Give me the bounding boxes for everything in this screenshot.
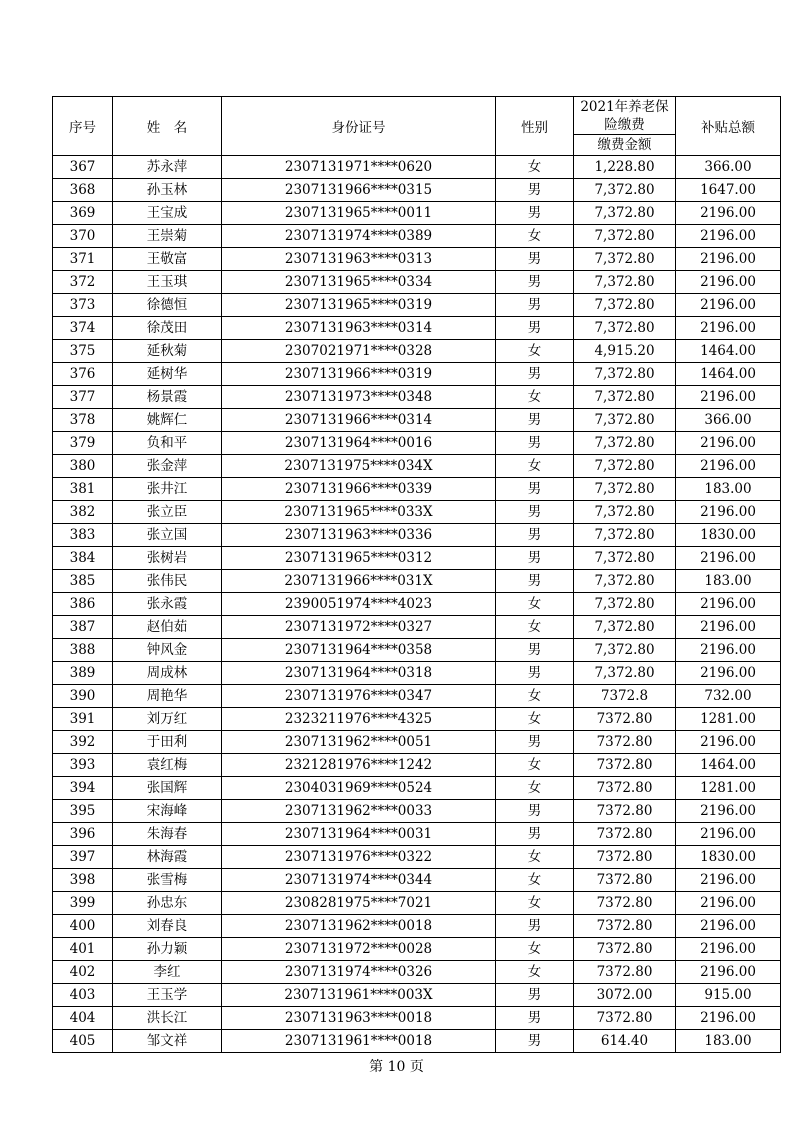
name-cell: 延秋菊: [113, 340, 222, 363]
id-number-cell: 2307131972****0028: [222, 938, 496, 961]
seq-cell: 405: [53, 1030, 113, 1053]
gender-cell: 女: [496, 754, 574, 777]
gender-cell: 男: [496, 202, 574, 225]
table-row: [53, 248, 781, 271]
id-number-cell: 2307131961****0018: [222, 1030, 496, 1053]
seq-cell: 375: [53, 340, 113, 363]
subsidy-cell: 1464.00: [676, 340, 781, 363]
name-cell: 刘春良: [113, 915, 222, 938]
gender-cell: 男: [496, 179, 574, 202]
table-row: [53, 294, 781, 317]
table-row: [53, 892, 781, 915]
table-row: [53, 823, 781, 846]
payment-cell: 7372.8: [574, 685, 676, 708]
table-row: [53, 524, 781, 547]
table-header: [53, 97, 781, 156]
subsidy-cell: 2196.00: [676, 386, 781, 409]
gender-cell: 男: [496, 432, 574, 455]
subsidy-cell: 915.00: [676, 984, 781, 1007]
gender-cell: 男: [496, 501, 574, 524]
gender-cell: 女: [496, 869, 574, 892]
table-row: [53, 593, 781, 616]
subsidy-cell: 2196.00: [676, 317, 781, 340]
gender-cell: 女: [496, 616, 574, 639]
id-number-cell: 2307131965****0334: [222, 271, 496, 294]
gender-cell: 男: [496, 271, 574, 294]
id-number-cell: 2307131961****003X: [222, 984, 496, 1007]
subsidy-cell: 2196.00: [676, 248, 781, 271]
id-number-cell: 2307131962****0018: [222, 915, 496, 938]
table-row: [53, 478, 781, 501]
table-row: [53, 639, 781, 662]
seq-cell: 384: [53, 547, 113, 570]
subsidy-cell: 2196.00: [676, 271, 781, 294]
seq-cell: 374: [53, 317, 113, 340]
seq-cell: 393: [53, 754, 113, 777]
id-number-cell: 2307131964****0031: [222, 823, 496, 846]
header-gender: 性别: [496, 97, 574, 156]
name-cell: 杨景霞: [113, 386, 222, 409]
seq-cell: 396: [53, 823, 113, 846]
seq-cell: 377: [53, 386, 113, 409]
gender-cell: 女: [496, 340, 574, 363]
id-number-cell: 2307131962****0051: [222, 731, 496, 754]
name-cell: 延树华: [113, 363, 222, 386]
table-row: [53, 754, 781, 777]
subsidy-cell: 1830.00: [676, 846, 781, 869]
payment-cell: 7372.80: [574, 892, 676, 915]
seq-cell: 383: [53, 524, 113, 547]
seq-cell: 400: [53, 915, 113, 938]
id-number-cell: 2390051974****4023: [222, 593, 496, 616]
subsidy-cell: 1464.00: [676, 363, 781, 386]
payment-cell: 7,372.80: [574, 547, 676, 570]
gender-cell: 女: [496, 225, 574, 248]
table-row: [53, 317, 781, 340]
seq-cell: 403: [53, 984, 113, 1007]
subsidy-cell: 2196.00: [676, 225, 781, 248]
id-number-cell: 2304031969****0524: [222, 777, 496, 800]
table-row: [53, 202, 781, 225]
payment-cell: 7,372.80: [574, 248, 676, 271]
payment-cell: 4,915.20: [574, 340, 676, 363]
name-cell: 王敬富: [113, 248, 222, 271]
payment-cell: 7,372.80: [574, 524, 676, 547]
seq-cell: 371: [53, 248, 113, 271]
name-cell: 张国辉: [113, 777, 222, 800]
header-name: 姓 名: [113, 97, 222, 156]
subsidy-cell: 183.00: [676, 478, 781, 501]
name-cell: 张雪梅: [113, 869, 222, 892]
name-cell: 钟风金: [113, 639, 222, 662]
name-cell: 洪长江: [113, 1007, 222, 1030]
seq-cell: 376: [53, 363, 113, 386]
seq-cell: 388: [53, 639, 113, 662]
table-row: [53, 800, 781, 823]
name-cell: 孙玉林: [113, 179, 222, 202]
id-number-cell: 2307131964****0016: [222, 432, 496, 455]
table-row: [53, 271, 781, 294]
id-number-cell: 2307131974****0389: [222, 225, 496, 248]
payment-cell: 7372.80: [574, 846, 676, 869]
seq-cell: 373: [53, 294, 113, 317]
header-seq: 序号: [53, 97, 113, 156]
name-cell: 李红: [113, 961, 222, 984]
name-cell: 刘万红: [113, 708, 222, 731]
payment-cell: 7372.80: [574, 800, 676, 823]
subsidy-cell: 2196.00: [676, 800, 781, 823]
id-number-cell: 2307131965****0312: [222, 547, 496, 570]
seq-cell: 401: [53, 938, 113, 961]
payment-cell: 7372.80: [574, 1007, 676, 1030]
table-row: [53, 984, 781, 1007]
name-cell: 于田利: [113, 731, 222, 754]
gender-cell: 男: [496, 823, 574, 846]
payment-cell: 7372.80: [574, 731, 676, 754]
subsidy-cell: 2196.00: [676, 823, 781, 846]
id-number-cell: 2307131974****0326: [222, 961, 496, 984]
payment-cell: 7372.80: [574, 915, 676, 938]
payment-cell: 7372.80: [574, 869, 676, 892]
payment-cell: 7,372.80: [574, 455, 676, 478]
id-number-cell: 2323211976****4325: [222, 708, 496, 731]
table-body: [53, 156, 781, 1053]
gender-cell: 女: [496, 455, 574, 478]
subsidy-cell: 1281.00: [676, 777, 781, 800]
payment-cell: 7,372.80: [574, 363, 676, 386]
payment-cell: 7,372.80: [574, 179, 676, 202]
gender-cell: 男: [496, 915, 574, 938]
gender-cell: 男: [496, 1007, 574, 1030]
payment-cell: 7,372.80: [574, 478, 676, 501]
subsidy-cell: 2196.00: [676, 731, 781, 754]
id-number-cell: 2307131966****0319: [222, 363, 496, 386]
payment-cell: 3072.00: [574, 984, 676, 1007]
id-number-cell: 2307131966****0314: [222, 409, 496, 432]
gender-cell: 男: [496, 363, 574, 386]
table-row: [53, 685, 781, 708]
id-number-cell: 2307131964****0358: [222, 639, 496, 662]
payment-cell: 7,372.80: [574, 616, 676, 639]
table-row: [53, 156, 781, 179]
subsidy-cell: 732.00: [676, 685, 781, 708]
id-number-cell: 2307131963****0313: [222, 248, 496, 271]
gender-cell: 女: [496, 593, 574, 616]
payment-cell: 7372.80: [574, 938, 676, 961]
payment-cell: 614.40: [574, 1030, 676, 1053]
subsidy-cell: 2196.00: [676, 892, 781, 915]
payment-cell: 7,372.80: [574, 593, 676, 616]
table-row: [53, 961, 781, 984]
header-subsidy-total: 补贴总额: [676, 97, 781, 156]
seq-cell: 397: [53, 846, 113, 869]
subsidy-cell: 183.00: [676, 570, 781, 593]
subsidy-cell: 2196.00: [676, 501, 781, 524]
subsidy-cell: 2196.00: [676, 294, 781, 317]
name-cell: 邹文祥: [113, 1030, 222, 1053]
gender-cell: 男: [496, 248, 574, 271]
seq-cell: 379: [53, 432, 113, 455]
subsidy-cell: 2196.00: [676, 616, 781, 639]
name-cell: 林海霞: [113, 846, 222, 869]
table-row: [53, 662, 781, 685]
seq-cell: 395: [53, 800, 113, 823]
table-row: [53, 225, 781, 248]
id-number-cell: 2307131966****031X: [222, 570, 496, 593]
payment-cell: 7,372.80: [574, 386, 676, 409]
id-number-cell: 2307131971****0620: [222, 156, 496, 179]
seq-cell: 399: [53, 892, 113, 915]
seq-cell: 381: [53, 478, 113, 501]
seq-cell: 369: [53, 202, 113, 225]
gender-cell: 女: [496, 938, 574, 961]
gender-cell: 男: [496, 1030, 574, 1053]
subsidy-cell: 1464.00: [676, 754, 781, 777]
seq-cell: 387: [53, 616, 113, 639]
id-number-cell: 2307131976****0322: [222, 846, 496, 869]
table-row: [53, 432, 781, 455]
id-number-cell: 2321281976****1242: [222, 754, 496, 777]
subsidy-table: [52, 96, 781, 1053]
gender-cell: 男: [496, 317, 574, 340]
name-cell: 张立臣: [113, 501, 222, 524]
payment-cell: 7,372.80: [574, 271, 676, 294]
id-number-cell: 2307131966****0315: [222, 179, 496, 202]
subsidy-cell: 2196.00: [676, 662, 781, 685]
subsidy-cell: 366.00: [676, 409, 781, 432]
seq-cell: 391: [53, 708, 113, 731]
gender-cell: 男: [496, 984, 574, 1007]
seq-cell: 398: [53, 869, 113, 892]
seq-cell: 380: [53, 455, 113, 478]
id-number-cell: 2307021971****0328: [222, 340, 496, 363]
header-id-number: 身份证号: [222, 97, 496, 156]
id-number-cell: 2307131972****0327: [222, 616, 496, 639]
seq-cell: 385: [53, 570, 113, 593]
page-number: 第 10 页: [369, 1059, 424, 1075]
subsidy-cell: 2196.00: [676, 547, 781, 570]
payment-cell: 7372.80: [574, 754, 676, 777]
table-row: [53, 915, 781, 938]
payment-cell: 7,372.80: [574, 225, 676, 248]
name-cell: 王崇菊: [113, 225, 222, 248]
payment-cell: 1,228.80: [574, 156, 676, 179]
payment-cell: 7,372.80: [574, 294, 676, 317]
header-payment-amount: 缴费金额: [574, 135, 676, 156]
id-number-cell: 2307131963****0018: [222, 1007, 496, 1030]
name-cell: 孙忠东: [113, 892, 222, 915]
name-cell: 苏永萍: [113, 156, 222, 179]
payment-cell: 7,372.80: [574, 432, 676, 455]
subsidy-cell: 2196.00: [676, 202, 781, 225]
id-number-cell: 2307131974****0344: [222, 869, 496, 892]
gender-cell: 男: [496, 800, 574, 823]
gender-cell: 男: [496, 731, 574, 754]
table-row: [53, 708, 781, 731]
name-cell: 袁红梅: [113, 754, 222, 777]
seq-cell: 389: [53, 662, 113, 685]
gender-cell: 男: [496, 524, 574, 547]
id-number-cell: 2307131965****0319: [222, 294, 496, 317]
gender-cell: 男: [496, 409, 574, 432]
table-row: [53, 616, 781, 639]
subsidy-cell: 1830.00: [676, 524, 781, 547]
id-number-cell: 2307131975****034X: [222, 455, 496, 478]
gender-cell: 女: [496, 708, 574, 731]
gender-cell: 女: [496, 846, 574, 869]
payment-cell: 7,372.80: [574, 662, 676, 685]
gender-cell: 女: [496, 892, 574, 915]
table-row: [53, 340, 781, 363]
name-cell: 徐茂田: [113, 317, 222, 340]
table-row: [53, 938, 781, 961]
table-row: [53, 1030, 781, 1053]
subsidy-cell: 2196.00: [676, 938, 781, 961]
id-number-cell: 2307131965****033X: [222, 501, 496, 524]
gender-cell: 女: [496, 386, 574, 409]
name-cell: 周成林: [113, 662, 222, 685]
name-cell: 周艳华: [113, 685, 222, 708]
id-number-cell: 2307131973****0348: [222, 386, 496, 409]
payment-cell: 7372.80: [574, 823, 676, 846]
payment-cell: 7,372.80: [574, 570, 676, 593]
gender-cell: 男: [496, 478, 574, 501]
id-number-cell: 2307131976****0347: [222, 685, 496, 708]
subsidy-cell: 2196.00: [676, 593, 781, 616]
payment-cell: 7,372.80: [574, 202, 676, 225]
payment-cell: 7,372.80: [574, 409, 676, 432]
name-cell: 张井江: [113, 478, 222, 501]
payment-cell: 7372.80: [574, 708, 676, 731]
gender-cell: 男: [496, 294, 574, 317]
header-payment-group: 2021年养老保险缴费: [574, 97, 676, 135]
seq-cell: 386: [53, 593, 113, 616]
payment-cell: 7372.80: [574, 777, 676, 800]
name-cell: 王宝成: [113, 202, 222, 225]
subsidy-cell: 2196.00: [676, 432, 781, 455]
seq-cell: 382: [53, 501, 113, 524]
subsidy-cell: 2196.00: [676, 961, 781, 984]
gender-cell: 女: [496, 777, 574, 800]
gender-cell: 男: [496, 662, 574, 685]
id-number-cell: 2307131963****0336: [222, 524, 496, 547]
table-row: [53, 501, 781, 524]
subsidy-cell: 1281.00: [676, 708, 781, 731]
payment-cell: 7,372.80: [574, 501, 676, 524]
table-row: [53, 570, 781, 593]
seq-cell: 372: [53, 271, 113, 294]
seq-cell: 404: [53, 1007, 113, 1030]
subsidy-cell: 183.00: [676, 1030, 781, 1053]
seq-cell: 402: [53, 961, 113, 984]
subsidy-cell: 2196.00: [676, 869, 781, 892]
id-number-cell: 2307131962****0033: [222, 800, 496, 823]
seq-cell: 394: [53, 777, 113, 800]
name-cell: 张金萍: [113, 455, 222, 478]
subsidy-cell: 1647.00: [676, 179, 781, 202]
payment-cell: 7,372.80: [574, 317, 676, 340]
gender-cell: 男: [496, 639, 574, 662]
seq-cell: 368: [53, 179, 113, 202]
table-row: [53, 547, 781, 570]
id-number-cell: 2308281975****7021: [222, 892, 496, 915]
name-cell: 宋海峰: [113, 800, 222, 823]
name-cell: 负和平: [113, 432, 222, 455]
seq-cell: 367: [53, 156, 113, 179]
name-cell: 王玉琪: [113, 271, 222, 294]
name-cell: 徐德恒: [113, 294, 222, 317]
table-row: [53, 363, 781, 386]
table-row: [53, 386, 781, 409]
subsidy-cell: 2196.00: [676, 915, 781, 938]
table-row: [53, 777, 781, 800]
id-number-cell: 2307131964****0318: [222, 662, 496, 685]
gender-cell: 男: [496, 547, 574, 570]
seq-cell: 378: [53, 409, 113, 432]
name-cell: 张伟民: [113, 570, 222, 593]
name-cell: 姚辉仁: [113, 409, 222, 432]
name-cell: 王玉学: [113, 984, 222, 1007]
name-cell: 张立国: [113, 524, 222, 547]
gender-cell: 女: [496, 156, 574, 179]
name-cell: 张树岩: [113, 547, 222, 570]
subsidy-cell: 2196.00: [676, 455, 781, 478]
name-cell: 张永霞: [113, 593, 222, 616]
name-cell: 孙力颖: [113, 938, 222, 961]
seq-cell: 370: [53, 225, 113, 248]
table-row: [53, 409, 781, 432]
table-row: [53, 869, 781, 892]
gender-cell: 女: [496, 685, 574, 708]
gender-cell: 男: [496, 570, 574, 593]
id-number-cell: 2307131966****0339: [222, 478, 496, 501]
payment-cell: 7,372.80: [574, 639, 676, 662]
table-row: [53, 846, 781, 869]
subsidy-cell: 366.00: [676, 156, 781, 179]
subsidy-cell: 2196.00: [676, 1007, 781, 1030]
seq-cell: 390: [53, 685, 113, 708]
name-cell: 朱海春: [113, 823, 222, 846]
gender-cell: 女: [496, 961, 574, 984]
table-row: [53, 731, 781, 754]
table-row: [53, 1007, 781, 1030]
subsidy-cell: 2196.00: [676, 639, 781, 662]
payment-cell: 7372.80: [574, 961, 676, 984]
seq-cell: 392: [53, 731, 113, 754]
table-row: [53, 455, 781, 478]
id-number-cell: 2307131965****0011: [222, 202, 496, 225]
id-number-cell: 2307131963****0314: [222, 317, 496, 340]
table-row: [53, 179, 781, 202]
name-cell: 赵伯茹: [113, 616, 222, 639]
